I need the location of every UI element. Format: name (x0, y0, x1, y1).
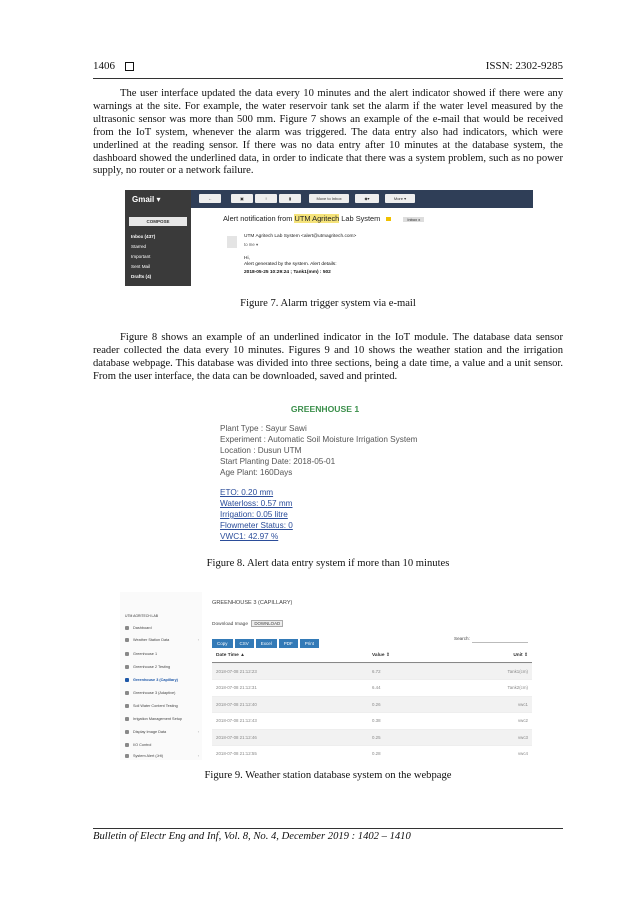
control-icon (125, 743, 129, 747)
email-from: UTM Agritech Lab System <alert@utmagritech.com> (244, 234, 357, 239)
email-body-line-1: Hi, (244, 256, 250, 261)
square-icon (125, 62, 134, 71)
nav-sent[interactable]: Sent Mail (131, 264, 151, 269)
email-view (191, 208, 533, 286)
inbox-label[interactable]: Inbox x (403, 217, 424, 222)
dashboard-icon (125, 626, 129, 630)
csv-button[interactable]: CSV (235, 639, 254, 648)
sidebar-item-system-alert[interactable] (125, 754, 201, 758)
gmail-logo: Gmail ▾ (132, 195, 161, 204)
cell-unit: vwc1 (517, 701, 528, 707)
column-value[interactable]: Value ⇕ (372, 653, 390, 658)
sidebar-item-label: Greenhouse 3 (Adaptive) (133, 691, 176, 695)
more-button[interactable]: More ▾ (385, 194, 415, 203)
download-label: Download Image (212, 622, 248, 627)
print-button[interactable]: Print (300, 639, 319, 648)
table-row (212, 745, 532, 760)
cell-value: 6.44 (372, 685, 381, 691)
flowmeter-link[interactable]: Flowmeter Status: 0 (220, 521, 293, 530)
table-row (212, 712, 532, 728)
settings-icon (125, 717, 129, 721)
table-icon (125, 704, 129, 708)
cell-date: 2018-07-08 21:12:46 (216, 734, 257, 740)
sidebar-item-soil-water[interactable] (125, 704, 201, 708)
db-brand: UTM AGRITECH LAB (125, 614, 158, 618)
sidebar-item-label: Greenhouse 1 (133, 652, 158, 656)
experiment: Experiment : Automatic Soil Moisture Irrigation System (220, 435, 418, 444)
data-table (212, 648, 532, 760)
nav-inbox[interactable]: Inbox (437) (131, 234, 156, 239)
cell-date: 2018-07-08 21:12:43 (216, 718, 257, 724)
alert-icon (125, 754, 129, 758)
page-header (93, 60, 563, 76)
avatar (227, 236, 237, 248)
gmail-toolbar (191, 190, 533, 208)
greenhouse-panel (220, 400, 430, 542)
cell-value: 0.26 (372, 701, 381, 707)
sidebar-item-weather[interactable] (125, 638, 201, 642)
excel-button[interactable]: Excel (256, 639, 277, 648)
cell-unit: Tank1(cm) (507, 669, 528, 674)
gmail-sidebar (125, 190, 191, 286)
cell-date: 2018-07-08 21:12:40 (216, 701, 257, 707)
page-number: 1406 (93, 60, 115, 72)
sidebar-item-label: Greenhouse 2 Testing (133, 665, 171, 669)
table-icon (125, 678, 129, 682)
table-icon (125, 652, 129, 656)
cell-date: 2018-07-08 21:12:23 (216, 669, 257, 674)
paragraph-2: Figure 8 shows an example of an underlined indicator in the IoT module. The database data sensor reader collected the data every 10 minutes. Figures 9 and 10 shows the weather station and the irrigation database webpage. This database was divided into three sections, being a date time, a value and a unit sensor. From the user interface, the data can be downloaded, saved and printed. (93, 332, 563, 382)
table-row (212, 729, 532, 745)
spam-icon[interactable]: ! (255, 194, 277, 203)
compose-button[interactable]: COMPOSE (129, 217, 187, 226)
sidebar-item-greenhouse-2[interactable] (125, 665, 201, 669)
sidebar-item-label: I/O Control (133, 743, 152, 747)
cell-value: 0.28 (372, 750, 381, 756)
table-header (212, 648, 532, 663)
cell-value: 0.25 (372, 734, 381, 740)
cell-unit: vwc4 (517, 750, 528, 756)
irrigation-link[interactable]: Irrigation: 0.05 litre (220, 510, 288, 519)
table-icon (125, 665, 129, 669)
sidebar-item-label: Dashboard (133, 626, 152, 630)
cell-value: 6.72 (372, 669, 381, 674)
database-screenshot (120, 592, 540, 760)
sidebar-item-label: System Alert (Jrlt) (133, 754, 163, 758)
subject-prefix: Alert notification from (223, 214, 295, 223)
sidebar-item-label: Soil Water Content Testing (133, 704, 178, 708)
header-divider (93, 78, 563, 79)
subject-highlight: UTM Agritech (294, 214, 340, 223)
email-subject (223, 214, 424, 223)
age-plant: Age Plant: 160Days (220, 468, 293, 477)
weather-icon (125, 638, 129, 642)
chevron-right-icon: › (197, 638, 199, 642)
chevron-right-icon: › (197, 754, 199, 758)
search-label: Search: (454, 636, 470, 641)
sidebar-item-label: Display Image Data (133, 730, 167, 734)
cell-value: 0.38 (372, 718, 381, 724)
sidebar-item-display-image[interactable] (125, 730, 201, 734)
subject-suffix: Lab System (339, 214, 381, 223)
sidebar-item-greenhouse-3-capillary[interactable] (125, 678, 201, 682)
location: Location : Dusun UTM (220, 446, 302, 455)
cell-date: 2018-07-08 21:12:55 (216, 750, 257, 756)
sidebar-item-greenhouse-3-adaptive[interactable] (125, 691, 201, 695)
chevron-right-icon: › (197, 730, 199, 734)
db-sidebar (120, 592, 202, 760)
eto-link[interactable]: ETO: 0.20 mm (220, 488, 274, 497)
cell-unit: vwc2 (517, 718, 528, 724)
copy-button[interactable]: Copy (212, 639, 233, 648)
sidebar-item-label: Greenhouse 3 (Capillary) (133, 678, 178, 682)
search-input[interactable] (472, 642, 528, 643)
label-icon[interactable]: ◆▾ (355, 194, 379, 203)
paragraph-1: The user interface updated the data every 10 minutes and the alert indicator showed if there were any warnings at the site. For example, the water reservoir tank set the alarm if the water level measured by the ultrasonic sensor was more than 500 mm. Figure 7 shows an example of the e-mail that would be received from the IoT system, whenever the alarm was triggered. The data entry also had indicators, which were underlined at the reading sensor. If there was no data entry after 10 minutes at the database system, the dashboard showed the underlined data, in order to indicate that there was a system problem, such as no power supply, no router or a network failure. (93, 88, 563, 177)
cell-date: 2018-07-08 21:12:31 (216, 685, 257, 691)
email-to[interactable]: to me ▾ (244, 242, 259, 247)
figure-9-caption: Figure 9. Weather station database system on the webpage (204, 770, 452, 781)
db-page-title: GREENHOUSE 3 (CAPILLARY) (212, 600, 293, 606)
gmail-screenshot (125, 190, 533, 286)
download-button[interactable]: DOWNLOAD (251, 620, 283, 627)
nav-drafts[interactable]: Drafts (4) (131, 274, 152, 279)
cell-unit: Tank2(cm) (507, 685, 528, 691)
sidebar-item-label: Weather Station Data (133, 638, 170, 642)
figure-7-caption: Figure 7. Alarm trigger system via e-mail (240, 298, 416, 309)
db-main (206, 592, 540, 760)
move-to-inbox-button[interactable]: Move to Inbox (309, 194, 349, 203)
nav-starred[interactable]: Starred (131, 244, 147, 249)
cell-unit: vwc3 (517, 734, 528, 740)
sidebar-item-label: Irrigation Management Setup (133, 717, 182, 721)
sidebar-item-irrigation-setup[interactable] (125, 717, 201, 721)
sidebar-item-greenhouse-1[interactable] (125, 652, 201, 656)
plant-type: Plant Type : Sayur Sawi (220, 424, 307, 433)
email-body-alert: 2018-05-25 10:29:24 ; Tank1(mm) : 502 (244, 270, 331, 275)
issn: ISSN: 2302-9285 (485, 60, 563, 72)
download-image-row (212, 620, 283, 627)
column-date-time[interactable]: Date Time ▲ (216, 653, 245, 658)
delete-icon[interactable]: ▮ (279, 194, 301, 203)
table-icon (125, 691, 129, 695)
tag-icon (386, 217, 391, 221)
page-footer: Bulletin of Electr Eng and Inf, Vol. 8, No. 4, December 2019 : 1402 – 1410 (93, 831, 411, 842)
column-unit[interactable]: Unit ⇕ (513, 653, 528, 658)
image-icon (125, 730, 129, 734)
nav-important[interactable]: Important (131, 254, 151, 259)
archive-icon[interactable]: ▣ (231, 194, 253, 203)
table-row (212, 663, 532, 679)
footer-divider (93, 828, 563, 829)
sidebar-item-dashboard[interactable] (125, 626, 201, 630)
sidebar-item-io-control[interactable] (125, 743, 201, 747)
greenhouse-title: GREENHOUSE 1 (290, 404, 360, 414)
table-row (212, 696, 532, 712)
waterloss-link[interactable]: Waterloss: 0.57 mm (220, 499, 293, 508)
start-planting-date: Start Planting Date: 2018-05-01 (220, 457, 336, 466)
table-row (212, 679, 532, 695)
email-body-line-2: Alert generated by the system. Alert details: (244, 262, 337, 267)
back-icon[interactable]: ← (199, 194, 221, 203)
vwc1-link[interactable]: VWC1: 42.97 % (220, 532, 279, 541)
figure-8-caption: Figure 8. Alert data entry system if more than 10 minutes (206, 558, 450, 569)
pdf-button[interactable]: PDF (279, 639, 298, 648)
